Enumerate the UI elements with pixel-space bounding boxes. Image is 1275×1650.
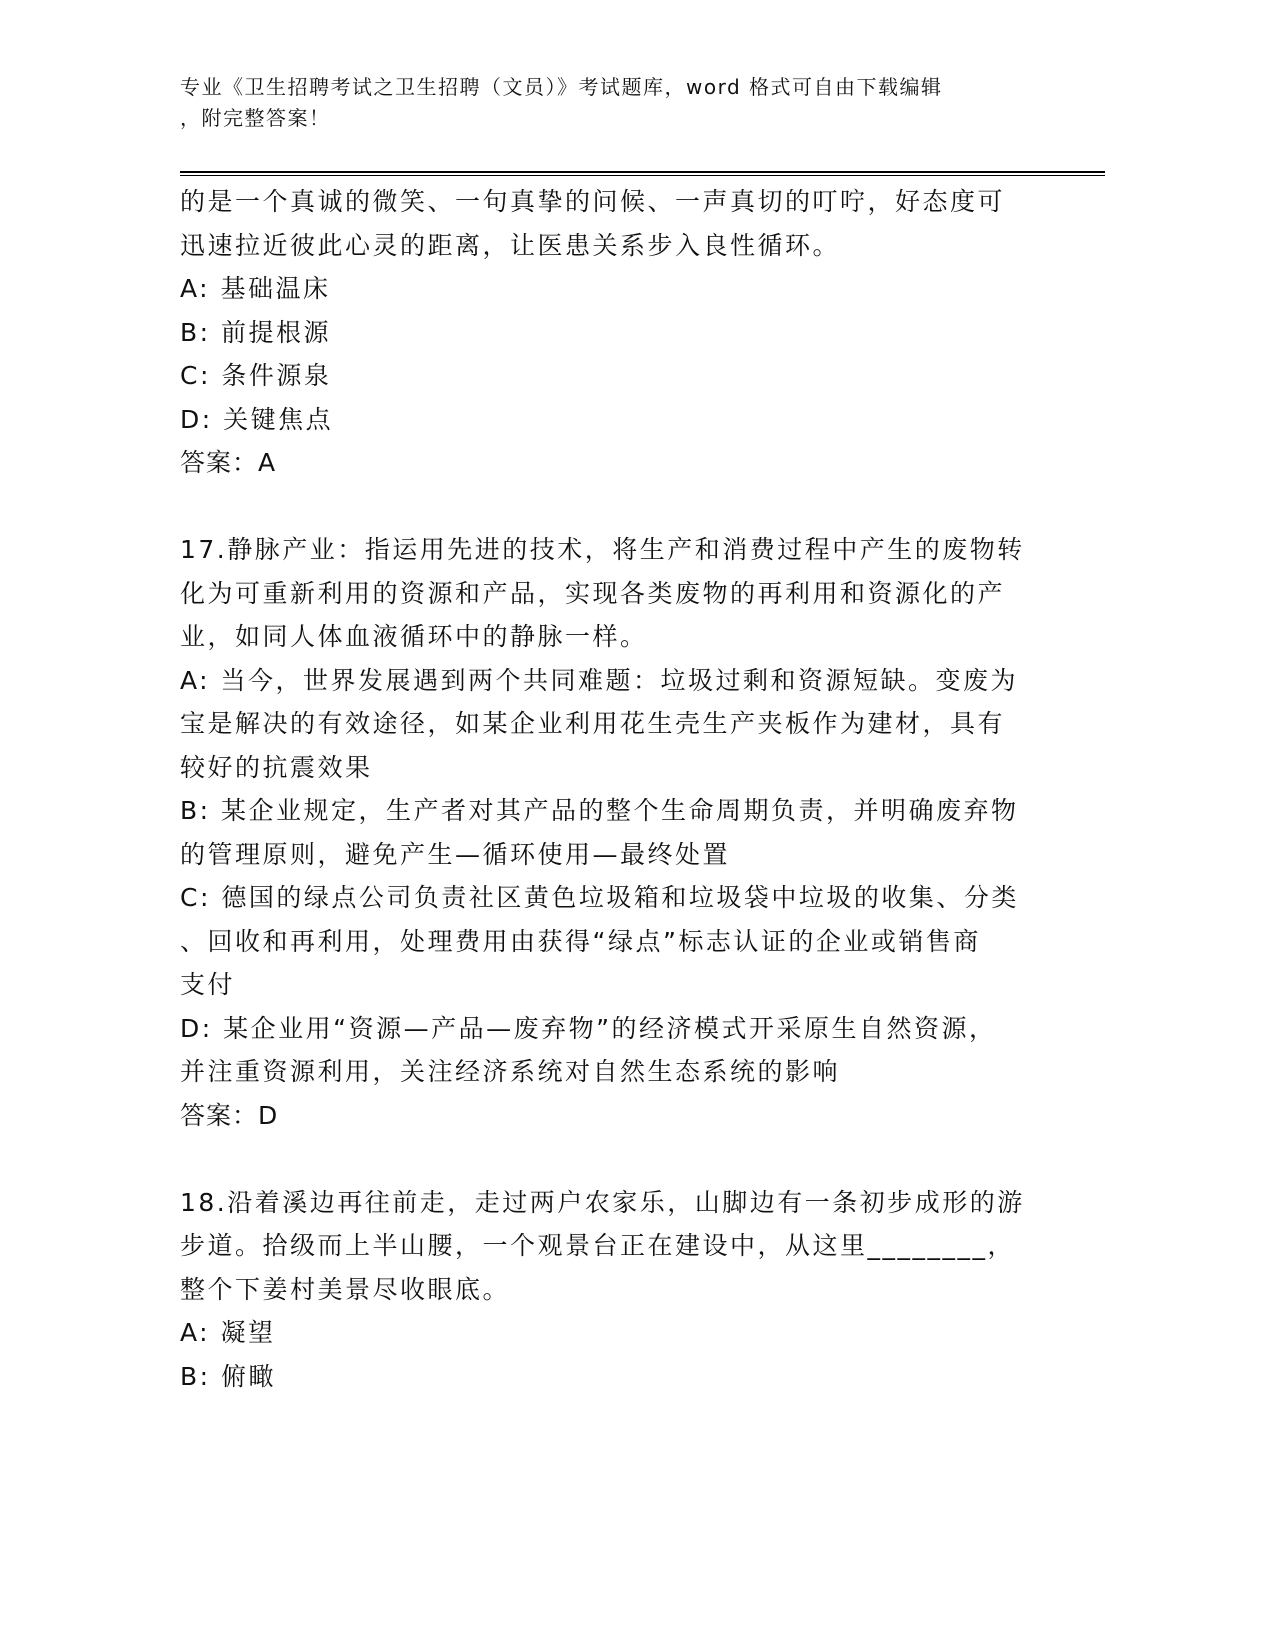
header-divider [180, 171, 1105, 173]
option-a: A: 凝望 [180, 1318, 276, 1347]
question-text: 18.沿着溪边再往前走，走过两户农家乐，山脚边有一条初步成形的游 [180, 1187, 1025, 1217]
option-d [180, 1007, 1080, 1094]
question-16-tail [180, 180, 1080, 485]
question-text: 化为可重新利用的资源和产品，实现各类废物的再利用和资源化的产 [180, 578, 1006, 608]
option-d: D: 关键焦点 [180, 404, 334, 434]
option-a [180, 659, 1080, 790]
option-line: 宝是解决的有效途径，如某企业利用花生壳生产夹板作为建材，具有 [180, 709, 1006, 738]
option-b: B: 俯瞰 [180, 1361, 277, 1391]
option-line: D: 某企业用“资源—产品—废弃物”的经济模式开采原生自然资源， [180, 1013, 997, 1043]
option-b: B: 前提根源 [180, 317, 332, 347]
question-text: 17.静脉产业：指运用先进的技术，将生产和消费过程中产生的废物转 [180, 535, 1025, 564]
question-text: 的是一个真诚的微笑、一句真挚的问候、一声真切的叮咛，好态度可 [180, 187, 1006, 216]
option-line: 支付 [180, 970, 236, 999]
answer: 答案：D [180, 1100, 279, 1130]
option-line: 、回收和再利用，处理费用由获得“绿点”标志认证的企业或销售商 [180, 926, 981, 956]
option-line: C: 德国的绿点公司负责社区黄色垃圾箱和垃圾袋中垃圾的收集、分类 [180, 883, 1019, 912]
answer: 答案：A [180, 448, 277, 477]
header-divider [180, 175, 1105, 176]
question-17 [180, 528, 1080, 1137]
question-text: 业，如同人体血液循环中的静脉一样。 [180, 622, 648, 651]
option-b [180, 789, 1080, 876]
question-18 [180, 1181, 1080, 1399]
question-text: 迅速拉近彼此心灵的距离，让医患关系步入良性循环。 [180, 230, 841, 260]
document-header [180, 72, 1060, 134]
option-c [180, 876, 1080, 1007]
header-line: ，附完整答案！ [180, 106, 331, 130]
document-body [180, 180, 1080, 1398]
question-text: 步道。拾级而上半山腰，一个观景台正在建设中，从这里________， [180, 1231, 1016, 1260]
option-c: C: 条件源泉 [180, 361, 332, 390]
option-line: 并注重资源利用，关注经济系统对自然生态系统的影响 [180, 1057, 841, 1086]
option-a: A: 基础温床 [180, 274, 331, 303]
option-line: 较好的抗震效果 [180, 752, 373, 782]
option-line: 的管理原则，避免产生—循环使用—最终处置 [180, 839, 731, 869]
option-line: B: 某企业规定，生产者对其产品的整个生命周期负责，并明确废弃物 [180, 796, 1019, 825]
header-line: 专业《卫生招聘考试之卫生招聘（文员）》考试题库，word 格式可自由下载编辑 [180, 75, 943, 99]
option-line: A: 当今，世界发展遇到两个共同难题：垃圾过剩和资源短缺。变废为 [180, 665, 1019, 695]
question-text: 整个下姜村美景尽收眼底。 [180, 1274, 511, 1304]
